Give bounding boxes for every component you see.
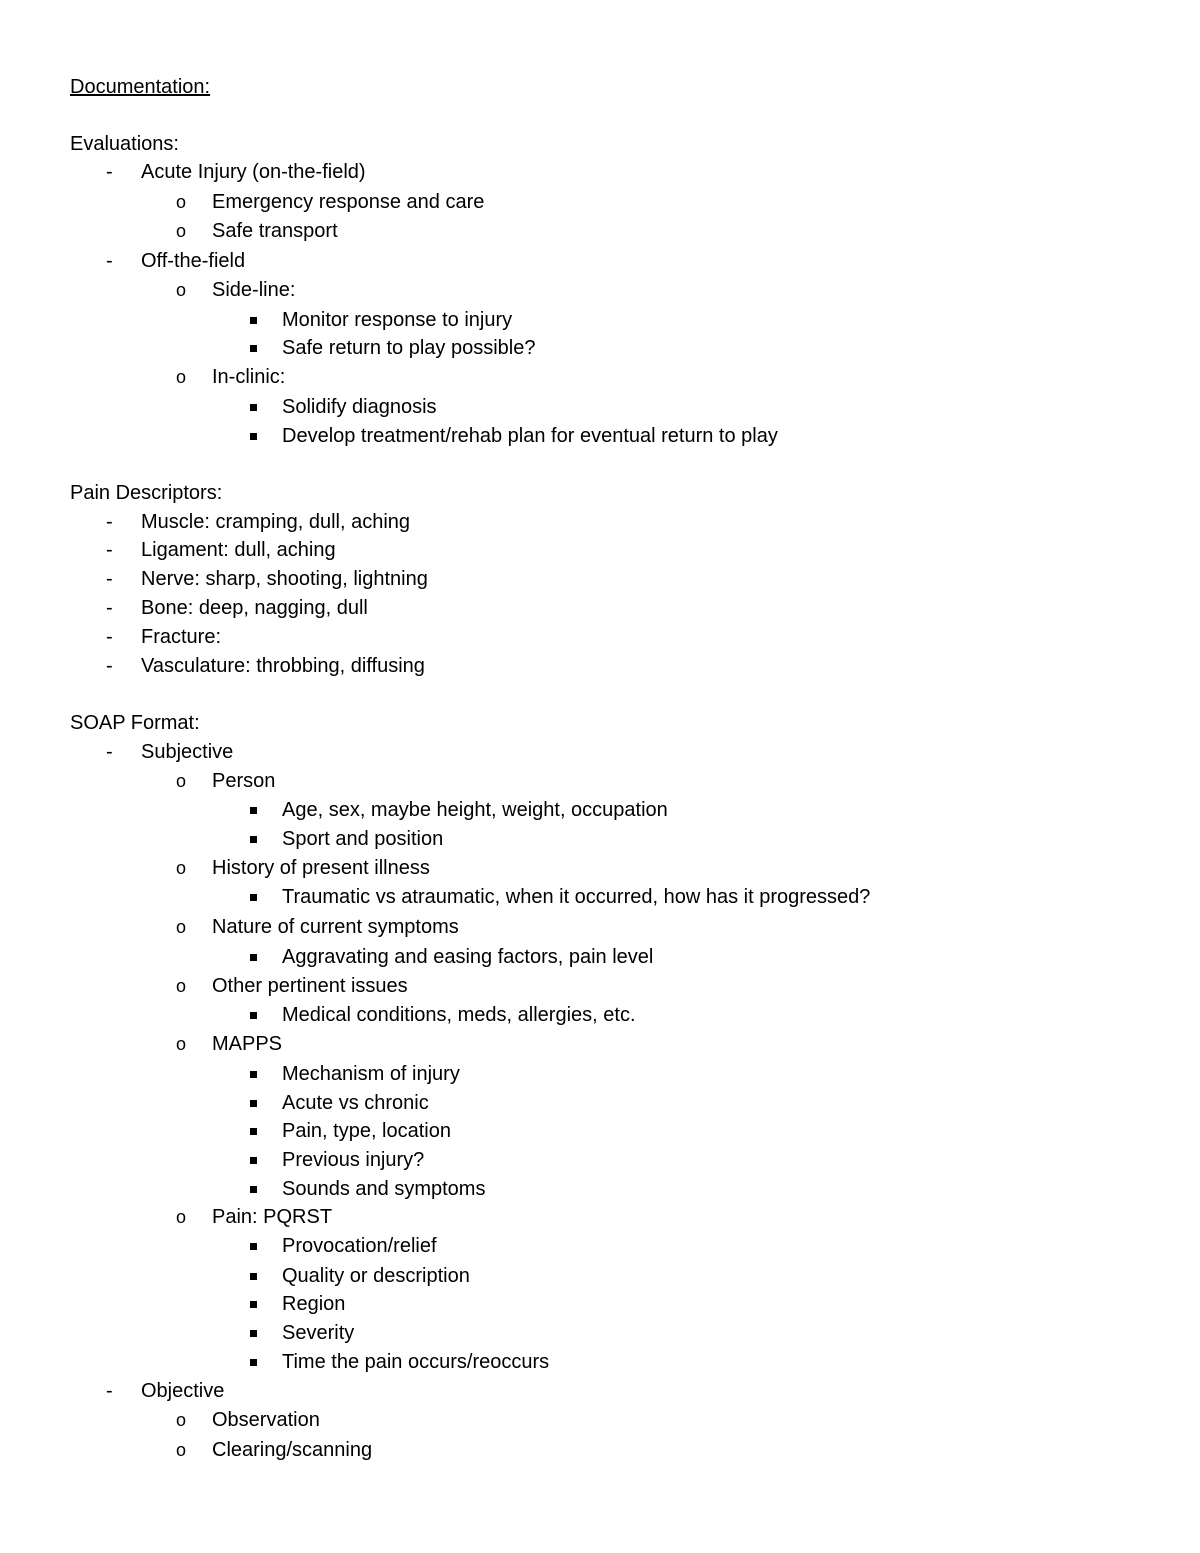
outline-line-text: Severity <box>282 1322 355 1344</box>
outline-line-text: Monitor response to injury <box>282 309 513 331</box>
outline-line-text: Other pertinent issues <box>212 975 408 997</box>
square-bullet-icon <box>250 433 257 440</box>
square-bullet-icon <box>250 1243 257 1250</box>
circle-bullet: o <box>176 771 187 791</box>
square-bullet-icon <box>250 1186 257 1193</box>
outline-line-text: Previous injury? <box>282 1149 425 1171</box>
square-bullet-icon <box>250 1273 257 1280</box>
dash-bullet: - <box>106 626 113 648</box>
outline-line-text: Safe return to play possible? <box>282 337 536 359</box>
outline-line-text: SOAP Format: <box>70 712 200 734</box>
outline-line-text: Safe transport <box>212 220 338 242</box>
square-bullet-icon <box>250 317 257 324</box>
square-bullet-icon <box>250 894 257 901</box>
outline-line-text: Mechanism of injury <box>282 1063 460 1085</box>
outline-line-text: Sounds and symptoms <box>282 1178 486 1200</box>
outline-line-text: Time the pain occurs/reoccurs <box>282 1351 550 1373</box>
outline-line-text: Develop treatment/rehab plan for eventual return to play <box>282 425 778 447</box>
dash-bullet: - <box>106 655 113 677</box>
dash-bullet: - <box>106 539 113 561</box>
circle-bullet: o <box>176 1440 187 1460</box>
outline-line-text: Acute Injury (on-the-field) <box>141 161 366 183</box>
square-bullet-icon <box>250 1301 257 1308</box>
circle-bullet: o <box>176 1034 187 1054</box>
square-bullet-icon <box>250 1157 257 1164</box>
square-bullet-icon <box>250 1100 257 1107</box>
dash-bullet: - <box>106 597 113 619</box>
circle-bullet: o <box>176 917 187 937</box>
square-bullet-icon <box>250 1359 257 1366</box>
outline-line-text: Nerve: sharp, shooting, lightning <box>141 568 428 590</box>
dash-bullet: - <box>106 568 113 590</box>
outline-line-text: MAPPS <box>212 1033 283 1055</box>
outline-line-text: Pain: PQRST <box>212 1206 333 1228</box>
outline-line-text: Pain Descriptors: <box>70 482 223 504</box>
outline-line-text: Bone: deep, nagging, dull <box>141 597 368 619</box>
outline-line-text: Off-the-field <box>141 250 246 272</box>
outline-line-text: History of present illness <box>212 857 430 879</box>
outline-line-text: Observation <box>212 1409 320 1431</box>
outline-line-text: Muscle: cramping, dull, aching <box>141 511 411 533</box>
outline-line-text: Pain, type, location <box>282 1120 451 1142</box>
circle-bullet: o <box>176 192 187 212</box>
outline-line-text: Side-line: <box>212 279 296 301</box>
square-bullet-icon <box>250 1330 257 1337</box>
outline-line-text: Aggravating and easing factors, pain level <box>282 946 654 968</box>
square-bullet-icon <box>250 954 257 961</box>
outline-line-text: Nature of current symptoms <box>212 916 459 938</box>
outline-line-text: Objective <box>141 1380 225 1402</box>
outline-line-text: Region <box>282 1293 346 1315</box>
square-bullet-icon <box>250 345 257 352</box>
outline-line-text: Fracture: <box>141 626 222 648</box>
circle-bullet: o <box>176 221 187 241</box>
outline-line-text: Acute vs chronic <box>282 1092 429 1114</box>
outline-line-text: Provocation/relief <box>282 1235 437 1257</box>
dash-bullet: - <box>106 511 113 533</box>
outline-line-text: In-clinic: <box>212 366 286 388</box>
outline-line-text: Clearing/scanning <box>212 1439 373 1461</box>
outline-line-text: Traumatic vs atraumatic, when it occurred, how has it progressed? <box>282 886 871 908</box>
dash-bullet: - <box>106 1380 113 1402</box>
circle-bullet: o <box>176 858 187 878</box>
square-bullet-icon <box>250 404 257 411</box>
circle-bullet: o <box>176 1410 187 1430</box>
circle-bullet: o <box>176 1207 187 1227</box>
circle-bullet: o <box>176 367 187 387</box>
circle-bullet: o <box>176 976 187 996</box>
square-bullet-icon <box>250 1012 257 1019</box>
outline-line-text: Sport and position <box>282 828 444 850</box>
outline-line-text: Solidify diagnosis <box>282 396 437 418</box>
outline-line-text: Medical conditions, meds, allergies, etc. <box>282 1004 636 1026</box>
dash-bullet: - <box>106 161 113 183</box>
document-title-text: Documentation: <box>70 76 211 98</box>
square-bullet-icon <box>250 1071 257 1078</box>
outline-line-text: Quality or description <box>282 1265 470 1287</box>
square-bullet-icon <box>250 836 257 843</box>
outline-line-text: Evaluations: <box>70 133 179 155</box>
dash-bullet: - <box>106 250 113 272</box>
square-bullet-icon <box>250 1128 257 1135</box>
outline-line-text: Age, sex, maybe height, weight, occupation <box>282 799 668 821</box>
circle-bullet: o <box>176 280 187 300</box>
outline-line-text: Subjective <box>141 741 234 763</box>
outline-line-text: Vasculature: throbbing, diffusing <box>141 655 425 677</box>
square-bullet-icon <box>250 807 257 814</box>
outline-line-text: Person <box>212 770 276 792</box>
outline-line-text: Emergency response and care <box>212 191 485 213</box>
dash-bullet: - <box>106 741 113 763</box>
outline-line-text: Ligament: dull, aching <box>141 539 336 561</box>
